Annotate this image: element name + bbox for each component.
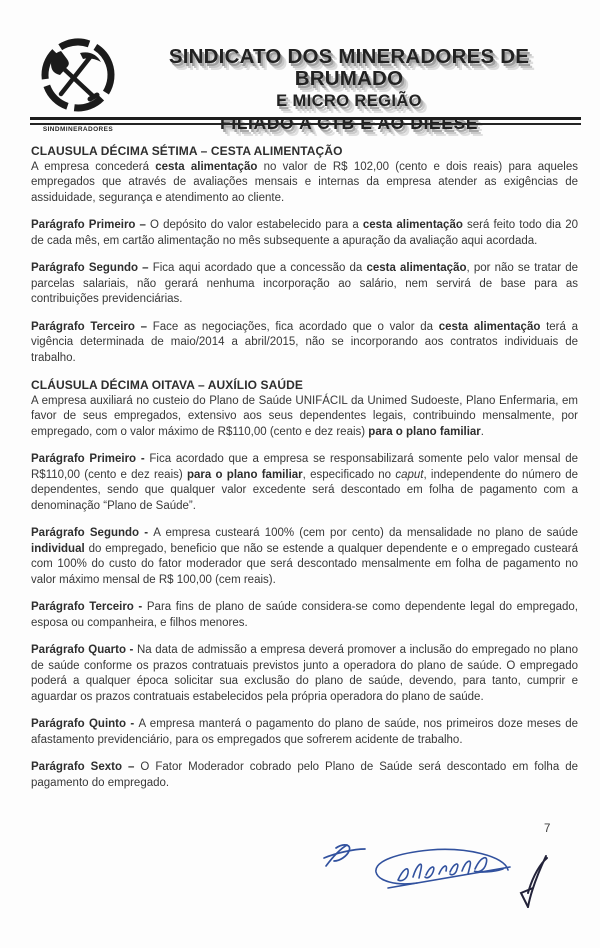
clause-heading: CLÁUSULA DÉCIMA OITAVA – AUXÍLIO SAÚDE — [31, 378, 304, 392]
clause-heading: CLAUSULA DÉCIMA SÉTIMA – CESTA ALIMENTAÇÃO — [31, 144, 343, 158]
clause-paragraph: Parágrafo Primeiro - Fica acordado que a empresa se responsabilizará somente pelo valor mensal de R$110,00 (cento e dez reais) para o plano familiar, especificado no caput, independente do número de dependentes, sendo que qualquer valor excedente será descontado em folha de pagamento com a denominação “Plano de Saúde”. — [31, 453, 578, 512]
clause-paragraph: Parágrafo Terceiro - Para fins de plano de saúde considera-se como dependente legal do empregado, esposa ou companheira, e filhos menores. — [31, 601, 578, 629]
clause-paragraph: Parágrafo Terceiro – Face as negociações, fica acordado que o valor da cesta alimentação terá a vigência determinada de maio/2014 a abril/2015, não se incorporando aos contratos individuais de trabalho. — [31, 320, 579, 364]
clause-block — [31, 218, 578, 249]
union-region: E MICRO REGIÃO — [276, 92, 422, 111]
clause-block — [31, 760, 578, 791]
page-number: 7 — [544, 823, 551, 835]
clause-block — [31, 643, 578, 705]
document-body — [31, 144, 578, 803]
clause-paragraph: Parágrafo Primeiro – O depósito do valor estabelecido para a cesta alimentação será feito todo dia 20 de cada mês, em cartão alimentação no mês subsequente a apuração da avaliação aqui acordada. — [31, 219, 578, 247]
clause-block — [31, 717, 578, 748]
handwritten-check-mark — [521, 856, 547, 907]
union-affiliation: FILIADO A CTB E AO DIEESE — [219, 113, 479, 134]
clause-paragraph: Parágrafo Segundo - A empresa custeará 100% (cem por cento) da mensalidade no plano de saúde individual do empregado, beneficio que não se estende a qualquer dependente e o empregado custeará com 100% do custo do fator moderador que será descontado mensalmente em folha de pagamento no valor máximo mensal de R$ 100,00 (cem reais). — [31, 527, 578, 586]
logo-caption: SINDMINERADORES — [42, 126, 114, 133]
clause-paragraph: Parágrafo Quinto - A empresa manterá o pagamento do plano de saúde, nos primeiros doze meses de afastamento previdenciário, para os empregados que sofrerem acidente de trabalho. — [31, 718, 578, 746]
clause-paragraph: A empresa concederá cesta alimentação no valor de R$ 102,00 (cento e dois reais) para aqueles empregados que através de avaliações mensais e internas da empresa atender as exigências de assiduidade, segurança e atendimento ao cliente. — [31, 160, 578, 204]
clause-block — [31, 452, 578, 514]
header-divider — [30, 117, 581, 125]
clause-paragraph: Parágrafo Sexto – O Fator Moderador cobrado pelo Plano de Saúde será descontado em folha de pagamento do empregado. — [31, 761, 579, 789]
union-name: SINDICATO DOS MINERADORES DE BRUMADO — [168, 45, 530, 91]
clause-block — [31, 320, 578, 367]
crossed-pick-and-shovel-icon — [33, 36, 123, 120]
handwritten-main-signature — [376, 849, 510, 888]
signatures-area — [295, 833, 575, 933]
clause-paragraph: Parágrafo Quarto - Na data de admissão a empresa deverá promover a inclusão do empregado no plano de saúde conforme os prazos contratuais previstos junto a operadora do plano de saúde. O empregado poderá a qualquer época solicitar sua exclusão do plano de saúde, devendo, para tanto, cumprir e aguardar os prazos contratuais estabelecidos pela própria operadora do plano de saúde. — [31, 644, 578, 703]
clause-block — [31, 378, 578, 440]
clause-paragraph: A empresa auxiliará no custeio do Plano de Saúde UNIFÁCIL da Unimed Sudoeste, Plano Enfermaria, em favor de seus empregados, extensivo aos seus dependentes legais, contribuindo mensalmente, por empregado, com o valor máximo de R$110,00 (cento e dez reais) para o plano familiar. — [31, 394, 578, 438]
clause-block — [31, 261, 578, 308]
clause-paragraph: Parágrafo Segundo – Fica aqui acordado que a concessão da cesta alimentação, por não se tratar de parcelas salariais, não gerará nenhuma incorporação ao salário, nem servirá de base para as contribuições previdenciárias. — [31, 262, 578, 305]
clause-block — [31, 144, 578, 206]
clause-block — [31, 600, 578, 631]
handwritten-initials-signature — [324, 845, 365, 866]
clause-block — [31, 526, 578, 588]
